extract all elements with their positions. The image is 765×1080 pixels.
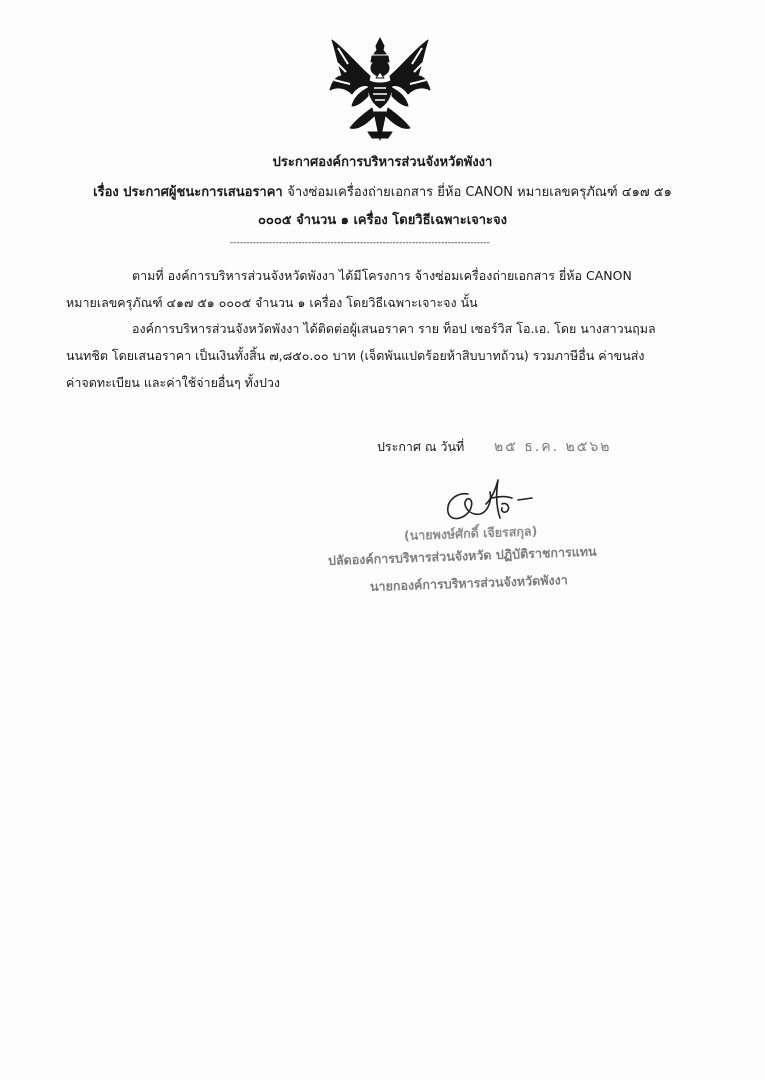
subject-text: จ้างซ่อมเครื่องถ่ายเอกสาร ยี่ห้อ CANON หมายเลขครุภัณฑ์ ๔๑๗ ๕๑	[287, 185, 672, 200]
signer-position: ปลัดองค์การบริหารส่วนจังหวัด ปฏิบัติราชการแทน	[327, 543, 597, 568]
document-title: ประกาศองค์การบริหารส่วนจังหวัดพังงา	[272, 155, 493, 170]
body-paragraph-line: องค์การบริหารส่วนจังหวัดพังงา ได้ติดต่อผู้เสนอราคา ราย ท็อป เซอร์วิส โอ.เอ. โดย นางสาวนฤมล	[132, 321, 656, 336]
document-subject	[0, 183, 765, 203]
body-paragraph-line: ค่าจดทะเบียน และค่าใช้จ่ายอื่นๆ ทั้งปวง	[66, 375, 281, 390]
stamped-date: ๒๕ ธ.ค. ๒๕๖๒	[494, 439, 612, 455]
signer-name: (นายพงษ์ศักดิ์ เจียรสกุล)	[403, 523, 538, 543]
subject-label: เรื่อง ประกาศผู้ชนะการเสนอราคา	[93, 185, 283, 200]
body-paragraph-line: นนทชิต โดยเสนอราคา เป็นเงินทั้งสิ้น ๗,๘๕๐.๐๐ บาท (เจ็ดพันแปดร้อยห้าสิบบาทถ้วน) รวมภาษีอื่น ค่าขนส่ง	[66, 348, 645, 363]
separator-line: --------------------------------------------------------------------------------	[230, 238, 490, 248]
announce-date-label: ประกาศ ณ วันที่	[377, 439, 465, 454]
garuda-emblem-icon	[328, 36, 432, 142]
body-paragraph-line: หมายเลขครุภัณฑ์ ๔๑๗ ๕๑ ๐๐๐๕ จำนวน ๑ เครื่อง โดยวิธีเฉพาะเจาะจง นั้น	[66, 295, 478, 310]
body-paragraph-line: ตามที่ องค์การบริหารส่วนจังหวัดพังงา ได้มีโครงการ จ้างซ่อมเครื่องถ่ายเอกสาร ยี่ห้อ CANON	[132, 268, 632, 283]
signer-position-secondary: นายกองค์การบริหารส่วนจังหวัดพังงา	[369, 572, 568, 594]
document-subject-line2: ๐๐๐๕ จำนวน ๑ เครื่อง โดยวิธีเฉพาะเจาะจง	[258, 213, 507, 228]
